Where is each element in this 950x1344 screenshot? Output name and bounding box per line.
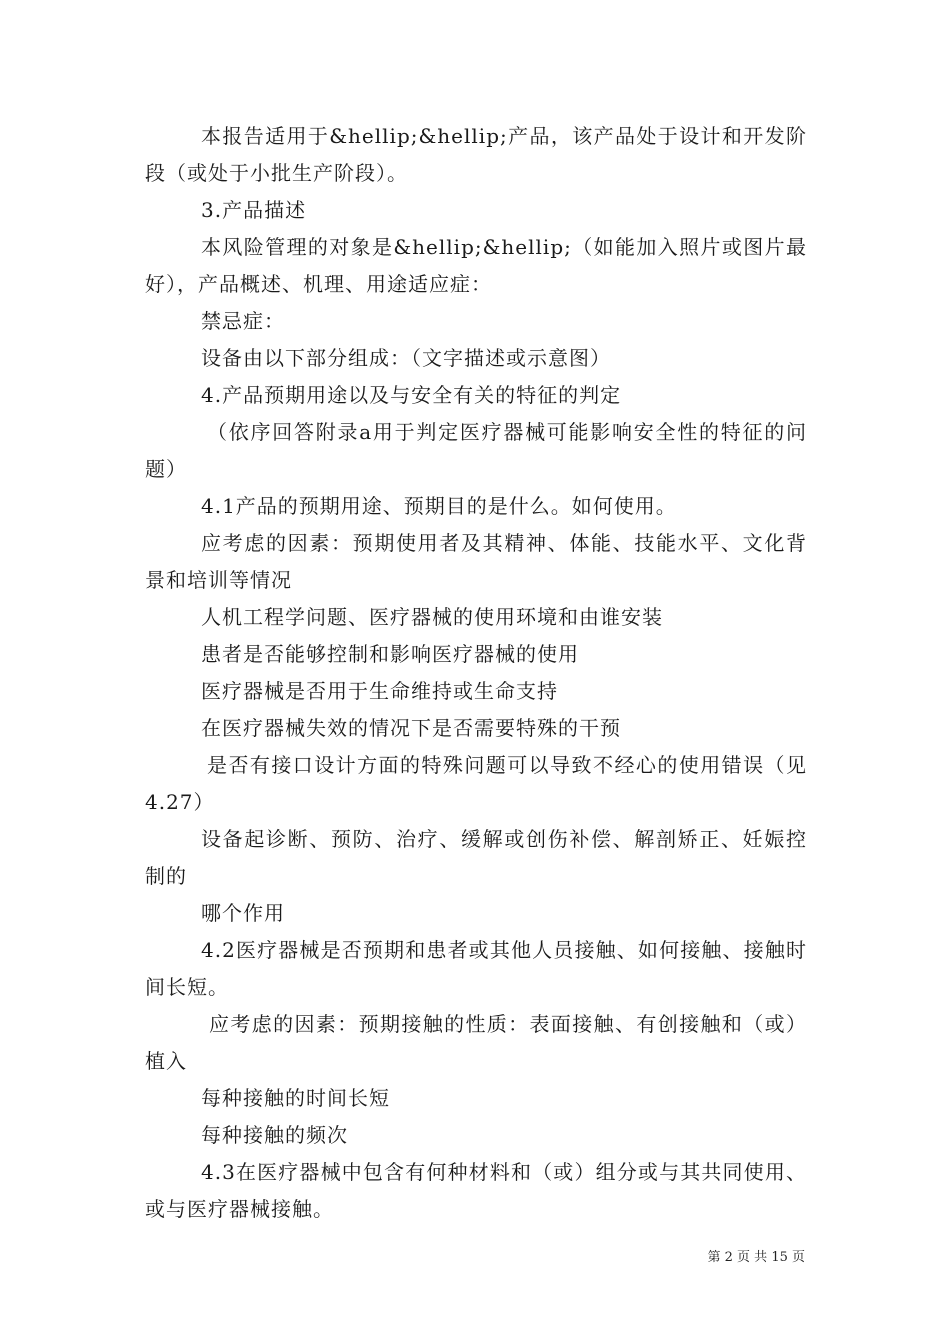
paragraph-intervention: 在医疗器械失效的情况下是否需要特殊的干预	[201, 716, 621, 740]
paragraph-device-function: 设备起诊断、预防、治疗、缓解或创伤补偿、解剖矫正、妊娠控制的	[145, 827, 807, 888]
heading-intended-use: 4.产品预期用途以及与安全有关的特征的判定	[201, 383, 622, 407]
paragraph-factors-users: 应考虑的因素：预期使用者及其精神、体能、技能水平、文化背景和培训等情况	[145, 531, 807, 592]
paragraph-contact-duration: 每种接触的时间长短	[201, 1086, 390, 1110]
paragraph-appendix-note: （依序回答附录a用于判定医疗器械可能影响安全性的特征的问题）	[145, 420, 807, 481]
heading-4-2: 4.2医疗器械是否预期和患者或其他人员接触、如何接触、接触时间长短。	[145, 938, 807, 999]
page-number-footer: 第 2 页 共 15 页	[707, 1250, 805, 1265]
paragraph-interface-design: 是否有接口设计方面的特殊问题可以导致不经心的使用错误（见4.27）	[145, 753, 807, 814]
paragraph-components: 设备由以下部分组成：（文字描述或示意图）	[201, 346, 611, 370]
paragraph-contact-factors: 应考虑的因素：预期接触的性质：表面接触、有创接触和（或）植入	[145, 1012, 807, 1073]
heading-product-description: 3.产品描述	[201, 198, 307, 222]
document-body	[145, 118, 807, 1228]
paragraph-scope: 本报告适用于&hellip;&hellip;产品，该产品处于设计和开发阶段（或处于小批生产阶段）。	[145, 124, 807, 185]
heading-4-1: 4.1产品的预期用途、预期目的是什么。如何使用。	[201, 494, 677, 518]
paragraph-which-function: 哪个作用	[201, 901, 285, 925]
paragraph-patient-control: 患者是否能够控制和影响医疗器械的使用	[201, 642, 579, 666]
paragraph-contraindications: 禁忌症：	[201, 309, 285, 333]
paragraph-ergonomics: 人机工程学问题、医疗器械的使用环境和由谁安装	[201, 605, 663, 629]
paragraph-risk-object: 本风险管理的对象是&hellip;&hellip;（如能加入照片或图片最好），产品概述、机理、用途适应症：	[145, 235, 807, 296]
paragraph-contact-frequency: 每种接触的频次	[201, 1123, 348, 1147]
heading-4-3: 4.3在医疗器械中包含有何种材料和（或）组分或与其共同使用、或与医疗器械接触。	[145, 1160, 807, 1221]
paragraph-life-support: 医疗器械是否用于生命维持或生命支持	[201, 679, 558, 703]
